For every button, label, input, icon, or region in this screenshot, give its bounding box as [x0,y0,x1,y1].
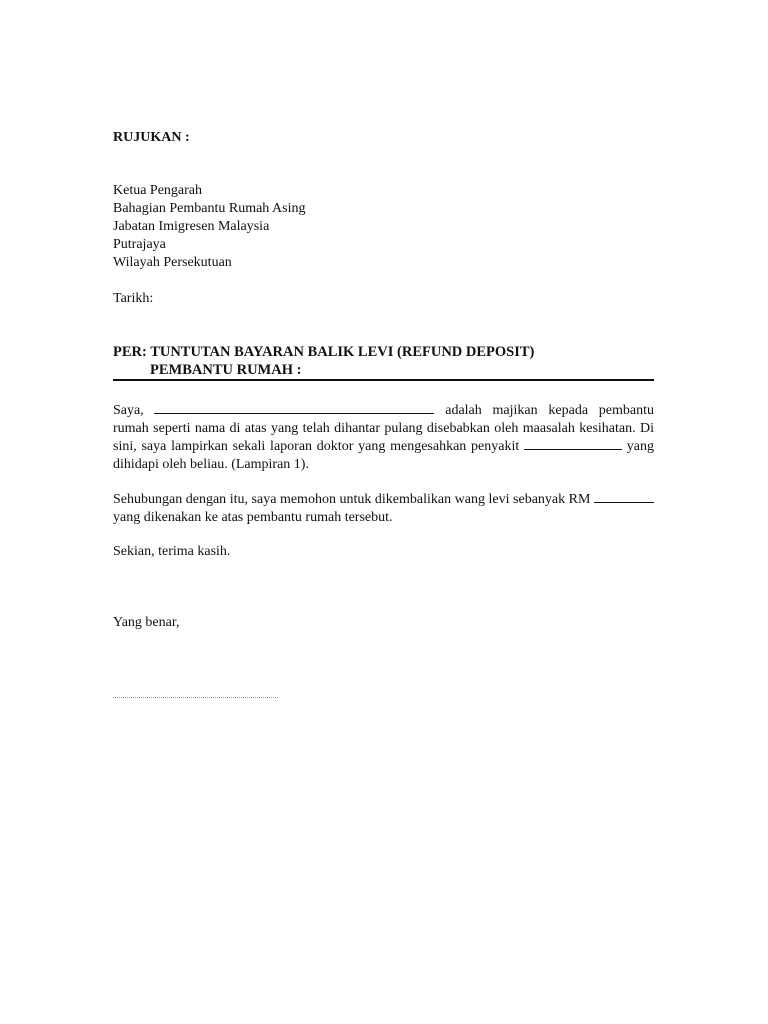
body-paragraph-1 [113,401,654,473]
recipient-line-4: Putrajaya [113,237,166,252]
amount-blank [594,490,654,503]
subject-line-1: PER: TUNTUTAN BAYARAN BALIK LEVI (REFUND DEPOSIT) [113,344,535,360]
subject-line-2: PEMBANTU RUMAH : [150,362,302,378]
recipient-line-1: Ketua Pengarah [113,183,203,198]
reference-label: RUJUKAN : [113,130,190,145]
para1-middle: adalah majikan kepada pembantu rumah seperti nama di atas yang telah dihantar pulang disebabkan oleh maasalah kesihatan. Di sini, saya lampirkan sekali laporan doktor yang mengesahkan penyakit [113,403,654,455]
employer-name-blank [154,401,434,414]
para1-end: yang dihidapi oleh beliau. (Lampiran 1). [113,439,654,472]
signoff-label: Yang benar, [113,615,180,630]
body-paragraph-2 [113,490,654,526]
para2-end: yang dikenakan ke atas pembantu rumah tersebut. [113,509,393,525]
subject-underline [113,379,654,381]
recipient-line-2: Bahagian Pembantu Rumah Asing [113,201,306,216]
closing-text: Sekian, terima kasih. [113,544,231,559]
signature-line [113,697,278,698]
recipient-line-5: Wilayah Persekutuan [113,255,232,270]
illness-blank [524,437,622,450]
para1-start: Saya, [113,403,144,418]
para2-start: Sehubungan dengan itu, saya memohon untuk dikembalikan wang levi sebanyak RM [113,492,594,507]
recipient-line-3: Jabatan Imigresen Malaysia [113,219,270,234]
date-label: Tarikh: [113,291,154,306]
